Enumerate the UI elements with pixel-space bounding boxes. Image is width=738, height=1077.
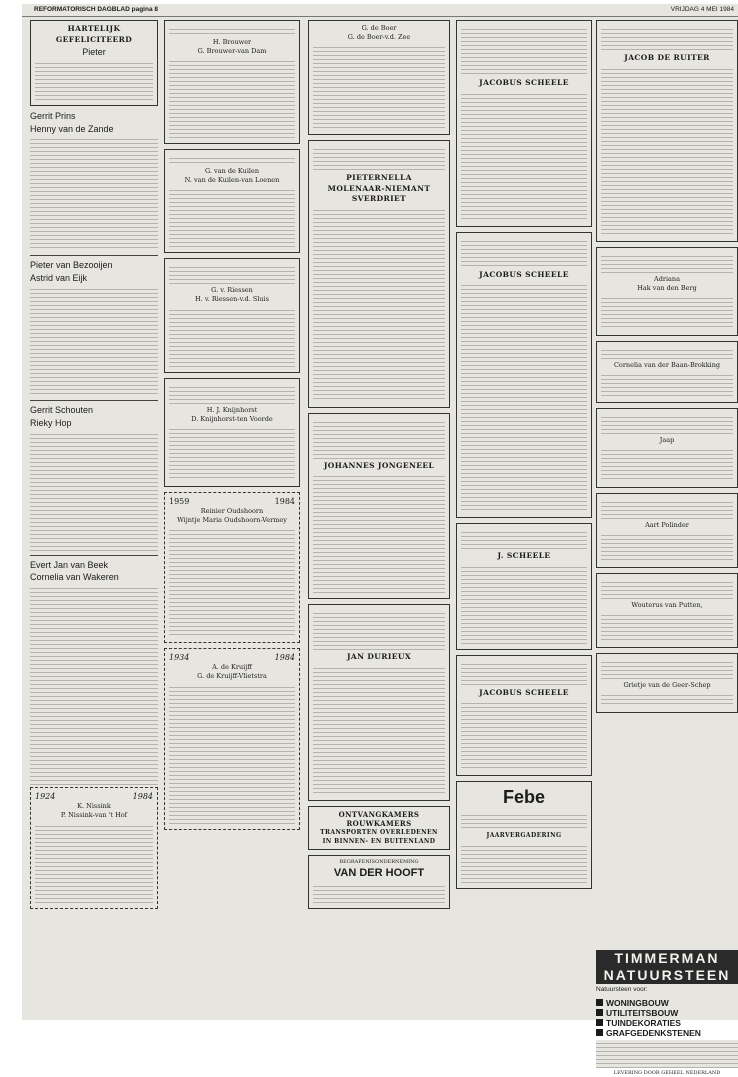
ad-line: TRANSPORTEN OVERLEDENEN [320, 829, 438, 837]
death-name: Adriana [654, 274, 680, 283]
death-name: Grietje van de Geer-Schep [623, 681, 711, 690]
death-name: PIETERNELLA [346, 173, 412, 183]
notice-name: Evert Jan van Beek [30, 559, 109, 570]
column-4 [456, 20, 592, 1020]
death-notice [456, 232, 592, 519]
notice-name: Gerrit Prins [30, 110, 76, 121]
death-notice [596, 653, 738, 713]
notice-name: Astrid van Eijk [30, 273, 88, 284]
jubilee-year-to: 1984 [132, 792, 153, 802]
birth-name: Pieter [82, 47, 106, 57]
marriage-notice [164, 258, 300, 372]
jubilee-name: G. de Kruijff-Vlietstra [197, 672, 267, 681]
ad-logo: TIMMERMAN [596, 950, 738, 967]
jubilee-name: Reinier Oudshoorn [200, 506, 264, 515]
death-notice [456, 20, 592, 227]
jubilee-notice [164, 648, 300, 829]
death-notice [456, 523, 592, 650]
marriage-name: G. v. Riessen [211, 286, 253, 295]
death-notice [596, 20, 738, 242]
death-notice [596, 247, 738, 336]
text-block [30, 136, 158, 251]
marriage-notice [164, 20, 300, 144]
birth-notice [30, 20, 158, 106]
jubilee-name: P. Nissink-van 't Hof [60, 811, 128, 820]
bullet-icon [596, 1029, 603, 1036]
ad-item: WONINGBOUW [596, 998, 738, 1008]
newspaper-page [22, 4, 738, 1076]
ad-item: TUINDEKORATIES [596, 1018, 738, 1028]
marriage-notice [164, 378, 300, 487]
death-notice [456, 655, 592, 777]
bullet-icon [596, 999, 603, 1006]
death-name: Wouterus van Putten, [631, 600, 703, 609]
ad-tag: BEGRAFENISONDERNEMING [339, 859, 419, 866]
marriage-name: H. Brouwer [212, 38, 252, 46]
death-name: JACOBUS SCHEELE [479, 78, 569, 87]
jubilee-notice [164, 492, 300, 643]
masthead [22, 4, 738, 17]
death-name: JACOB DE RUITER [624, 53, 710, 62]
death-name: Aart Polinder [645, 520, 689, 529]
jubilee-year-to: 1984 [274, 496, 295, 506]
death-notice [308, 413, 450, 600]
ad-item: GRAFGEDENKSTENEN [596, 1028, 738, 1038]
text-block [30, 585, 158, 785]
death-notice [596, 573, 738, 648]
masthead-right: VRIJDAG 4 MEI 1984 [670, 6, 734, 13]
ad-item: UTILITEITSBOUW [596, 1008, 738, 1018]
funeral-ad [308, 855, 450, 909]
notice-name: Cornelia van Wakeren [30, 572, 119, 583]
marriage-name: H. J. Knijnhorst [206, 405, 258, 414]
ad-footer: LEVERING DOOR GEHEEL NEDERLAND [613, 1069, 721, 1076]
ad-line: ROUWKAMERS [346, 819, 412, 829]
death-notice [596, 408, 738, 488]
ad-title: VAN DER HOOFT [333, 866, 425, 879]
death-name: Hak van den Berg [637, 283, 697, 292]
notice-name: Henny van de Zande [30, 123, 114, 134]
death-notice [308, 604, 450, 801]
jubilee-year-from: 1924 [35, 792, 56, 802]
marriage-name: D. Knijnhorst-ten Voorde [191, 414, 273, 423]
marriage-notice [308, 20, 450, 135]
column-1 [30, 20, 158, 1020]
jubilee-name: K. Nissink [77, 802, 111, 811]
ad-line: ONTVANGKAMERS [338, 809, 420, 819]
ad-line: IN BINNEN- EN BUITENLAND [322, 837, 436, 845]
marriage-name: N. van de Kuilen-van Loenen [184, 176, 280, 185]
timmerman-ad [596, 950, 738, 1077]
ad-logo: Febe [502, 787, 545, 807]
jubilee-year-from: 1959 [169, 496, 190, 506]
febe-ad [456, 781, 592, 889]
ad-logo: NATUURSTEEN [596, 967, 738, 984]
column-2 [164, 20, 300, 1020]
death-name: MOLENAAR-NIEMANT SVERDRIET [327, 183, 431, 204]
birth-title: HARTELIJK GEFELICITEERD [55, 24, 133, 44]
column-3 [308, 20, 450, 1020]
ad-list [596, 998, 738, 1038]
death-name: JACOBUS SCHEELE [479, 687, 569, 697]
ad-subtitle: JAARVERGADERING [486, 832, 562, 840]
death-name: JOHANNES JONGENEEL [323, 460, 435, 470]
bullet-icon [596, 1009, 603, 1016]
marriage-name: H. v. Riessen-v.d. Sluis [195, 295, 269, 304]
column-5 [596, 20, 738, 1076]
funeral-ad [308, 806, 450, 850]
death-name: Cornelia van der Baan-Brokking [613, 360, 721, 369]
text-block [30, 431, 158, 551]
jubilee-name: A. de Kruijff [212, 663, 252, 672]
death-name: J. SCHEELE [497, 551, 551, 560]
marriage-name: G. de Boer [361, 24, 397, 32]
ad-lead: Natuursteen voor: [596, 986, 648, 993]
death-name: JACOBUS SCHEELE [479, 269, 569, 279]
jubilee-name: Wijntje Maria Oudshoorn-Vermey [177, 516, 287, 525]
death-name: Jaap [659, 435, 675, 444]
death-notice [596, 493, 738, 568]
death-name: JAN DURIEUX [346, 652, 412, 662]
notice-name: Gerrit Schouten [30, 404, 94, 415]
masthead-left: REFORMATORISCH DAGBLAD pagina 8 [34, 6, 158, 13]
death-notice [596, 341, 738, 403]
marriage-name: G. de Boer-v.d. Zee [347, 33, 411, 42]
jubilee-notice [30, 787, 158, 908]
marriage-notice [164, 149, 300, 253]
text-block [35, 823, 153, 903]
jubilee-year-to: 1984 [274, 653, 295, 663]
death-notice [308, 140, 450, 408]
bullet-icon [596, 1019, 603, 1026]
marriage-name: G. van de Kuilen [204, 167, 260, 176]
text-block [35, 60, 153, 100]
text-block [30, 286, 158, 396]
notice-name: Pieter van Bezooijen [30, 260, 113, 271]
jubilee-year-from: 1934 [169, 653, 190, 663]
notice-name: Rieky Hop [30, 417, 72, 428]
marriage-name: G. Brouwer-van Dam [197, 47, 267, 56]
